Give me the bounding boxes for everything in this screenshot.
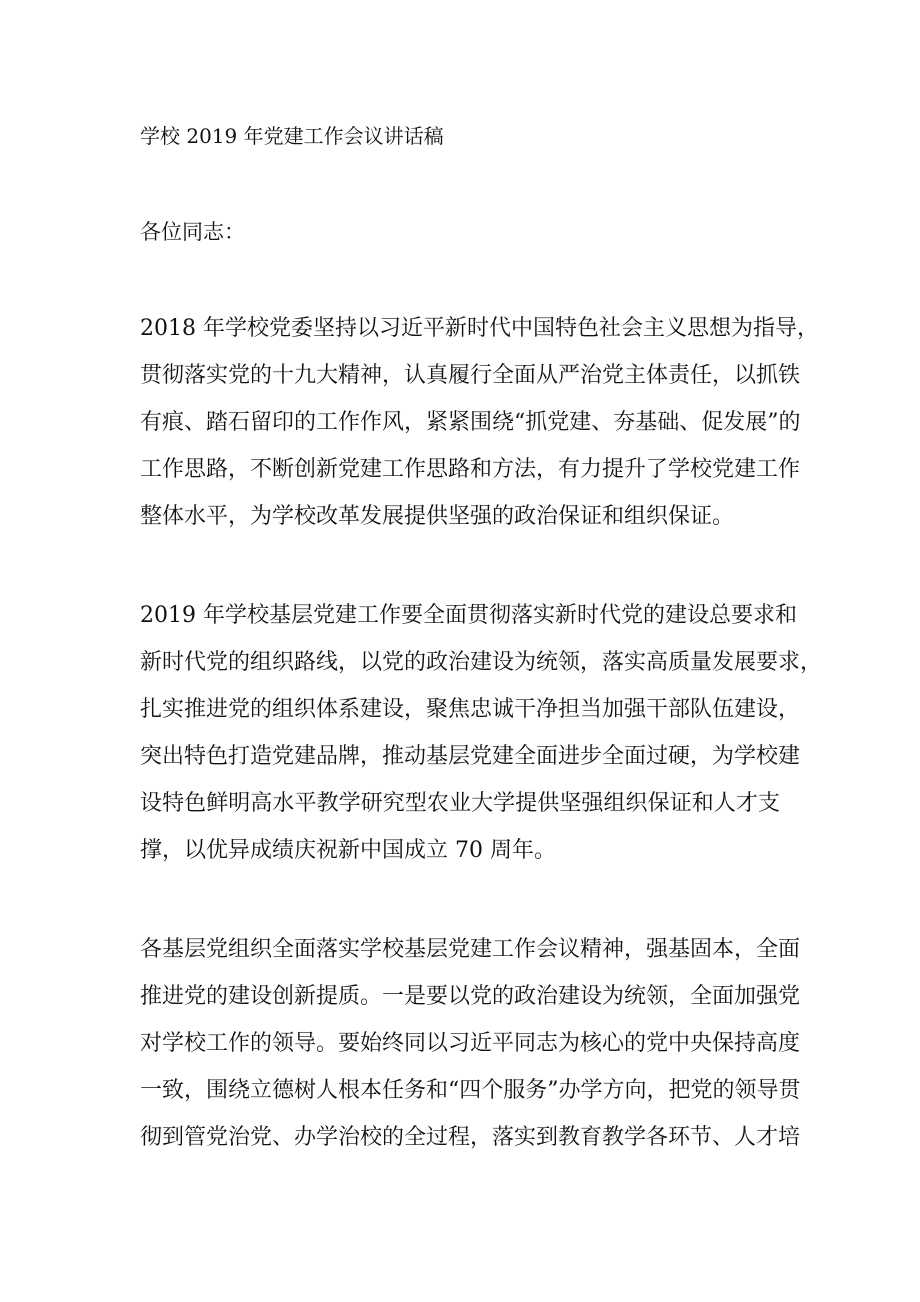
paragraph-line: 设特色鲜明高水平教学研究型农业大学提供坚强组织保证和人才支 [140,791,780,816]
paragraph-line: 推进党的建设创新提质。一是要以党的政治建设为统领，全面加强党 [140,984,801,1009]
paragraph-line: 彻到管党治党、办学治校的全过程，落实到教育教学各环节、人才培 [140,1125,801,1150]
paragraph-line: 一致，围绕立德树人根本任务和“四个服务”办学方向，把党的领导贯 [140,1078,801,1103]
paragraph-grassroots-requirements [140,930,801,1165]
paragraph-line: 整体水平，为学校改革发展提供坚强的政治保证和组织保证。 [140,504,735,529]
paragraph-2018-summary [140,309,819,544]
paragraph-2019-plan [140,596,823,878]
paragraph-line: 2019 年学校基层党建工作要全面贯彻落实新时代党的建设总要求和 [140,603,797,628]
paragraph-line: 有痕、踏石留印的工作作风，紧紧围绕“抓党建、夯基础、促发展”的 [140,410,801,435]
paragraph-line: 2018 年学校党委坚持以习近平新时代中国特色社会主义思想为指导， [140,316,819,341]
paragraph-line: 工作思路，不断创新党建工作思路和方法，有力提升了学校党建工作 [140,457,801,482]
document-title: 学校 2019 年党建工作会议讲话稿 [140,124,444,148]
paragraph-line: 新时代党的组织路线，以党的政治建设为统领，落实高质量发展要求， [140,650,823,675]
paragraph-line: 扎实推进党的组织体系建设，聚焦忠诚干净担当加强干部队伍建设， [140,697,801,722]
paragraph-line: 各基层党组织全面落实学校基层党建工作会议精神，强基固本，全面 [140,937,801,962]
paragraph-line: 贯彻落实党的十九大精神，认真履行全面从严治党主体责任，以抓铁 [140,363,801,388]
salutation: 各位同志： [140,220,245,244]
paragraph-line: 突出特色打造党建品牌，推动基层党建全面进步全面过硬，为学校建 [140,744,801,769]
paragraph-line: 对学校工作的领导。要始终同以习近平同志为核心的党中央保持高度 [140,1031,801,1056]
paragraph-line: 撑，以优异成绩庆祝新中国成立 70 周年。 [140,838,556,863]
